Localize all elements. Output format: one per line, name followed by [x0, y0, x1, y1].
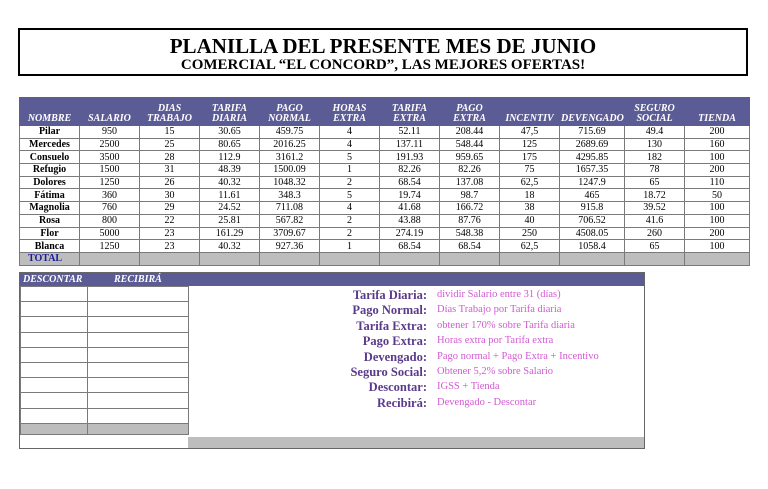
deduction-row: [21, 347, 189, 362]
descontar-cell[interactable]: [21, 332, 88, 347]
table-cell[interactable]: 130: [625, 138, 685, 151]
table-cell[interactable]: 100: [685, 214, 750, 227]
table-cell[interactable]: 100: [685, 151, 750, 164]
column-header-line2: TIENDA: [698, 113, 736, 124]
table-cell[interactable]: 49.4: [625, 126, 685, 139]
employee-name-cell[interactable]: Fátima: [20, 189, 80, 202]
deduction-row: [21, 362, 189, 377]
table-cell[interactable]: 3709.67: [260, 227, 320, 240]
table-cell[interactable]: 25: [140, 138, 200, 151]
deduction-row: [21, 287, 189, 302]
legend-key: Pago Normal:: [352, 303, 427, 318]
table-cell[interactable]: 40: [500, 214, 560, 227]
table-cell[interactable]: 39.52: [625, 202, 685, 215]
table-row: [20, 151, 750, 164]
table-cell[interactable]: 68.54: [380, 176, 440, 189]
legend-row: [260, 365, 640, 380]
table-cell[interactable]: 3500: [80, 151, 140, 164]
table-row: [20, 138, 750, 151]
table-cell[interactable]: 200: [685, 227, 750, 240]
table-cell[interactable]: 24.52: [200, 202, 260, 215]
deduction-table: [20, 286, 189, 435]
table-cell[interactable]: 465: [560, 189, 625, 202]
table-cell[interactable]: 160: [685, 138, 750, 151]
column-header-line1: HORAS: [332, 103, 367, 114]
recibira-cell[interactable]: [88, 332, 189, 347]
table-cell[interactable]: 25.81: [200, 214, 260, 227]
deduction-row: [21, 378, 189, 393]
table-cell[interactable]: 1250: [80, 240, 140, 253]
descontar-cell[interactable]: [21, 393, 88, 408]
legend-key: Recibirá:: [377, 395, 427, 410]
table-row: [20, 214, 750, 227]
column-header-line1: TARIFA: [391, 103, 428, 114]
column-header: [260, 98, 320, 126]
employee-name-cell[interactable]: Dolores: [20, 176, 80, 189]
table-row: [20, 189, 750, 202]
table-cell[interactable]: 2: [320, 176, 380, 189]
table-cell[interactable]: 62,5: [500, 176, 560, 189]
table-cell[interactable]: 4295.85: [560, 151, 625, 164]
table-header-row: [20, 98, 750, 126]
descontar-cell[interactable]: [21, 287, 88, 302]
deduction-row: [21, 302, 189, 317]
total-cell[interactable]: [560, 252, 625, 265]
table-cell[interactable]: 260: [625, 227, 685, 240]
legend-value: Obtener 5,2% sobre Salario: [437, 366, 554, 377]
table-cell[interactable]: 78: [625, 164, 685, 177]
table-cell[interactable]: 166.72: [440, 202, 500, 215]
total-row: [20, 252, 750, 265]
table-row: [20, 164, 750, 177]
table-cell[interactable]: 360: [80, 189, 140, 202]
legend-value: dividir Salario entre 31 (días): [437, 289, 561, 300]
table-cell[interactable]: 65: [625, 240, 685, 253]
table-cell[interactable]: 4: [320, 138, 380, 151]
table-row: [20, 240, 750, 253]
table-cell[interactable]: 927.36: [260, 240, 320, 253]
total-cell[interactable]: [260, 252, 320, 265]
table-cell[interactable]: 2016.25: [260, 138, 320, 151]
table-cell[interactable]: 3161.2: [260, 151, 320, 164]
summary-header: [20, 273, 644, 286]
table-cell[interactable]: 5000: [80, 227, 140, 240]
column-header: [440, 98, 500, 126]
legend-value: Devengado - Descontar: [437, 396, 537, 408]
table-cell[interactable]: 18: [500, 189, 560, 202]
table-cell[interactable]: 40.32: [200, 240, 260, 253]
table-cell[interactable]: 950: [80, 126, 140, 139]
recibira-cell[interactable]: [88, 317, 189, 332]
total-cell[interactable]: [500, 252, 560, 265]
table-row: [20, 126, 750, 139]
table-cell[interactable]: 175: [500, 151, 560, 164]
table-cell[interactable]: 800: [80, 214, 140, 227]
legend-row: [260, 350, 640, 365]
table-cell[interactable]: 200: [685, 164, 750, 177]
table-cell[interactable]: 82.26: [440, 164, 500, 177]
descontar-cell[interactable]: [21, 302, 88, 317]
total-cell[interactable]: [380, 252, 440, 265]
table-cell[interactable]: 1500: [80, 164, 140, 177]
employee-name-cell[interactable]: Mercedes: [20, 138, 80, 151]
total-cell[interactable]: [140, 252, 200, 265]
table-cell[interactable]: 1048.32: [260, 176, 320, 189]
recibira-cell[interactable]: [88, 362, 189, 377]
table-cell[interactable]: 4: [320, 202, 380, 215]
table-cell[interactable]: 711.08: [260, 202, 320, 215]
column-header: [20, 98, 80, 126]
table-cell[interactable]: 52.11: [380, 126, 440, 139]
employee-name-cell[interactable]: Pilar: [20, 126, 80, 139]
legend-value: Pago normal + Pago Extra + Incentivo: [437, 350, 599, 362]
table-cell[interactable]: 182: [625, 151, 685, 164]
table-cell[interactable]: 1657.35: [560, 164, 625, 177]
column-header-line2: DEVENGADO: [561, 113, 624, 124]
column-header-line1: PAGO: [276, 103, 303, 114]
recibira-cell[interactable]: [88, 393, 189, 408]
deduction-row: [21, 408, 189, 423]
table-cell[interactable]: 161.29: [200, 227, 260, 240]
table-cell[interactable]: 68.54: [440, 240, 500, 253]
table-cell[interactable]: 760: [80, 202, 140, 215]
table-row: [20, 227, 750, 240]
legend-row: [260, 334, 640, 349]
employee-name-cell[interactable]: Rosa: [20, 214, 80, 227]
column-header-line2: DIARIA: [211, 113, 247, 124]
table-cell[interactable]: 100: [685, 202, 750, 215]
legend-row: [260, 380, 640, 395]
column-header-line2: SOCIAL: [636, 113, 673, 124]
table-cell[interactable]: 18.72: [625, 189, 685, 202]
table-cell[interactable]: 1058.4: [560, 240, 625, 253]
recibira-cell[interactable]: [88, 408, 189, 423]
table-row: [20, 202, 750, 215]
table-cell[interactable]: 15: [140, 126, 200, 139]
legend-value: obtener 170% sobre Tarifa diaria: [437, 319, 575, 331]
table-cell[interactable]: 706.52: [560, 214, 625, 227]
employee-name-cell[interactable]: Refugio: [20, 164, 80, 177]
table-cell[interactable]: 65: [625, 176, 685, 189]
legend-value: Horas extra por Tarifa extra: [437, 335, 554, 347]
table-row: [20, 176, 750, 189]
table-cell[interactable]: 48.39: [200, 164, 260, 177]
column-header-line2: INCENTIV: [505, 113, 554, 124]
table-cell[interactable]: 959.65: [440, 151, 500, 164]
descontar-cell[interactable]: [21, 423, 88, 434]
total-cell[interactable]: [80, 252, 140, 265]
summary-section: [19, 272, 645, 449]
table-cell[interactable]: 31: [140, 164, 200, 177]
table-cell[interactable]: 75: [500, 164, 560, 177]
deduction-row: [21, 317, 189, 332]
table-cell[interactable]: 22: [140, 214, 200, 227]
table-cell[interactable]: 98.7: [440, 189, 500, 202]
table-cell[interactable]: 50: [685, 189, 750, 202]
legend-row: [260, 303, 640, 318]
table-cell[interactable]: 112.9: [200, 151, 260, 164]
page-subtitle: COMERCIAL “EL CONCORD”, LAS MEJORES OFERTAS!: [180, 57, 586, 73]
table-cell[interactable]: 28: [140, 151, 200, 164]
column-header-line1: SEGURO: [634, 103, 675, 114]
table-cell[interactable]: 110: [685, 176, 750, 189]
recibira-cell[interactable]: [88, 423, 189, 434]
employee-name-cell[interactable]: Blanca: [20, 240, 80, 253]
column-header-line2: EXTRA: [393, 113, 426, 124]
legend-key: Tarifa Diaria:: [352, 288, 427, 302]
column-header: [685, 98, 750, 126]
descontar-cell[interactable]: [21, 362, 88, 377]
legend-key: Tarifa Extra:: [356, 318, 427, 333]
descontar-cell[interactable]: [21, 408, 88, 423]
table-cell[interactable]: 68.54: [380, 240, 440, 253]
table-cell[interactable]: 2689.69: [560, 138, 625, 151]
table-cell[interactable]: 11.61: [200, 189, 260, 202]
table-cell[interactable]: 191.93: [380, 151, 440, 164]
employee-name-cell[interactable]: Consuelo: [20, 151, 80, 164]
legend-key: Seguro Social:: [350, 365, 427, 379]
column-header-line1: TARIFA: [211, 103, 248, 114]
total-label[interactable]: TOTAL: [20, 252, 80, 265]
table-cell[interactable]: 548.44: [440, 138, 500, 151]
deduction-row: [21, 423, 189, 434]
column-header-line2: NOMBRE: [27, 113, 72, 124]
table-cell[interactable]: 19.74: [380, 189, 440, 202]
table-cell[interactable]: 348.3: [260, 189, 320, 202]
column-header: [80, 98, 140, 126]
table-cell[interactable]: 26: [140, 176, 200, 189]
column-header-line2: NORMAL: [268, 113, 311, 124]
total-cell[interactable]: [625, 252, 685, 265]
column-header-line2: EXTRA: [453, 113, 486, 124]
table-cell[interactable]: 23: [140, 227, 200, 240]
table-cell[interactable]: 5: [320, 151, 380, 164]
table-cell[interactable]: 1250: [80, 176, 140, 189]
table-cell[interactable]: 2: [320, 227, 380, 240]
legend-key: Descontar:: [368, 380, 427, 395]
recibira-cell[interactable]: [88, 347, 189, 362]
total-cell[interactable]: [685, 252, 750, 265]
table-cell[interactable]: 137.11: [380, 138, 440, 151]
table-cell[interactable]: 43.88: [380, 214, 440, 227]
table-cell[interactable]: 62,5: [500, 240, 560, 253]
column-header: [500, 98, 560, 126]
recibira-cell[interactable]: [88, 302, 189, 317]
legend-value: Días Trabajo por Tarifa diaria: [437, 304, 562, 316]
recibira-cell[interactable]: [88, 378, 189, 393]
table-cell[interactable]: 548.38: [440, 227, 500, 240]
table-cell[interactable]: 200: [685, 126, 750, 139]
table-cell[interactable]: 4: [320, 126, 380, 139]
table-cell[interactable]: 23: [140, 240, 200, 253]
descontar-cell[interactable]: [21, 378, 88, 393]
table-cell[interactable]: 1247.9: [560, 176, 625, 189]
table-cell[interactable]: 4508.05: [560, 227, 625, 240]
table-cell[interactable]: 47,5: [500, 126, 560, 139]
employee-name-cell[interactable]: Flor: [20, 227, 80, 240]
table-cell[interactable]: 87.76: [440, 214, 500, 227]
table-cell[interactable]: 38: [500, 202, 560, 215]
table-cell[interactable]: 915.8: [560, 202, 625, 215]
total-cell[interactable]: [320, 252, 380, 265]
table-cell[interactable]: 40.32: [200, 176, 260, 189]
table-cell[interactable]: 1: [320, 240, 380, 253]
summary-footer-bar: [188, 437, 644, 448]
recibira-header: RECIBIRÁ: [114, 274, 162, 285]
table-cell[interactable]: 208.44: [440, 126, 500, 139]
column-header-line1: PAGO: [456, 103, 483, 114]
table-cell[interactable]: 5: [320, 189, 380, 202]
table-cell[interactable]: 125: [500, 138, 560, 151]
recibira-cell[interactable]: [88, 287, 189, 302]
table-cell[interactable]: 80.65: [200, 138, 260, 151]
table-cell[interactable]: 274.19: [380, 227, 440, 240]
table-cell[interactable]: 41.68: [380, 202, 440, 215]
table-cell[interactable]: 29: [140, 202, 200, 215]
table-cell[interactable]: 41.6: [625, 214, 685, 227]
legend-value: IGSS + Tienda: [437, 381, 500, 393]
column-header: [380, 98, 440, 126]
deduction-row: [21, 393, 189, 408]
table-cell[interactable]: 82.26: [380, 164, 440, 177]
table-cell[interactable]: 459.75: [260, 126, 320, 139]
deduction-row: [21, 332, 189, 347]
page-title: PLANILLA DEL PRESENTE MES DE JUNIO: [169, 34, 597, 58]
column-header: [320, 98, 380, 126]
table-cell[interactable]: 30: [140, 189, 200, 202]
table-cell[interactable]: 2: [320, 214, 380, 227]
descontar-cell[interactable]: [21, 317, 88, 332]
legend-key: Pago Extra:: [362, 334, 427, 349]
table-cell[interactable]: 2500: [80, 138, 140, 151]
table-cell[interactable]: 1: [320, 164, 380, 177]
payroll-table: [19, 97, 750, 266]
legend-row: [260, 319, 640, 334]
legend-row: [260, 396, 640, 411]
descontar-header: DESCONTAR: [23, 274, 83, 285]
legend-row: [260, 288, 640, 303]
column-header: [560, 98, 625, 126]
column-header-line2: TRABAJO: [146, 113, 192, 124]
table-cell[interactable]: 567.82: [260, 214, 320, 227]
column-header-line2: SALARIO: [88, 113, 131, 124]
table-cell[interactable]: 30.65: [200, 126, 260, 139]
column-header: [200, 98, 260, 126]
total-cell[interactable]: [440, 252, 500, 265]
table-cell[interactable]: 715.69: [560, 126, 625, 139]
table-cell[interactable]: 137.08: [440, 176, 500, 189]
column-header-line2: EXTRA: [333, 113, 366, 124]
total-cell[interactable]: [200, 252, 260, 265]
title-box: [18, 28, 748, 76]
table-cell[interactable]: 250: [500, 227, 560, 240]
table-cell[interactable]: 1500.09: [260, 164, 320, 177]
employee-name-cell[interactable]: Magnolia: [20, 202, 80, 215]
column-header: [140, 98, 200, 126]
column-header: [625, 98, 685, 126]
descontar-cell[interactable]: [21, 347, 88, 362]
column-header-line1: DIAS: [157, 103, 182, 114]
table-cell[interactable]: 100: [685, 240, 750, 253]
legend-key: Devengado:: [363, 349, 427, 364]
